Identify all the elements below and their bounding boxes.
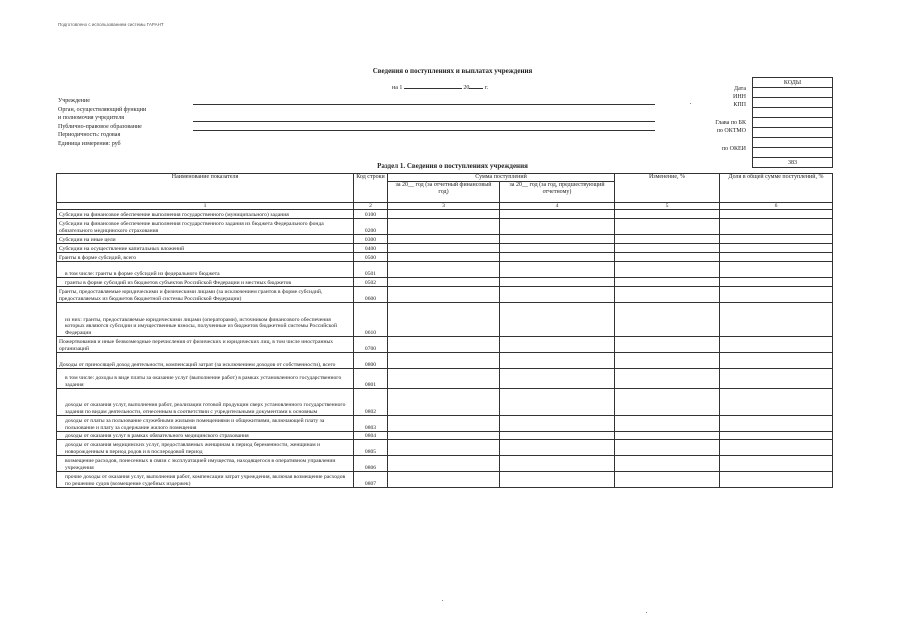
value-prev-year[interactable]	[500, 440, 615, 456]
scan-speck	[690, 103, 691, 104]
codes-header: КОДЫ	[753, 78, 833, 88]
row-name: возмещение расходов, понесенных в связи с эксплуатацией имущества, находящегося в оперативном управлении учреждения	[57, 456, 354, 472]
value-report-year[interactable]	[388, 432, 500, 440]
value-report-year[interactable]	[388, 253, 500, 262]
row-name: Субсидии на иные цели	[57, 235, 354, 244]
value-share[interactable]	[720, 440, 833, 456]
value-report-year[interactable]	[388, 219, 500, 235]
table-row	[57, 472, 833, 488]
date-field[interactable]	[404, 88, 462, 89]
table-row	[57, 262, 833, 278]
row-name: Субсидии на финансовое обеспечение выполнения государственного задания из бюджета Федерального фонда обязательного медицинского страхования	[57, 219, 354, 235]
col-number: 6	[720, 203, 833, 210]
value-change[interactable]	[615, 235, 720, 244]
institution-field[interactable]	[193, 104, 655, 105]
row-code: 0802	[354, 389, 388, 416]
table-row	[57, 353, 833, 369]
header-prev-year: за 20__ год (за год, предшествующий отчетному)	[500, 182, 615, 203]
table-row	[57, 219, 833, 235]
row-name: доходы от оказания медицинских услуг, предоставляемых женщинам в период беременности, женщинам и новорожденным в период родов и в послеродовой период	[57, 440, 354, 456]
label-bk: Глава по БК	[715, 120, 746, 126]
value-prev-year[interactable]	[500, 210, 615, 219]
value-share[interactable]	[720, 253, 833, 262]
row-code: 0801	[354, 369, 388, 389]
value-prev-year[interactable]	[500, 219, 615, 235]
row-code: 0600	[354, 287, 388, 303]
value-prev-year[interactable]	[500, 253, 615, 262]
row-name: Доходы от приносящей доход деятельности, компенсаций затрат (за исключением доходов от собственности), всего	[57, 353, 354, 369]
date-line	[392, 85, 488, 92]
label-founder-1: Орган, осуществляющий функции	[58, 107, 147, 113]
value-share[interactable]	[720, 353, 833, 369]
value-prev-year[interactable]	[500, 287, 615, 303]
row-name: гранты в форме субсидий из бюджетов субъектов Российской Федерации и местных бюджетов	[57, 278, 354, 287]
row-code: 0502	[354, 278, 388, 287]
code-bk[interactable]	[753, 128, 833, 138]
value-share[interactable]	[720, 432, 833, 440]
row-name: Субсидии на осуществление капитальных вложений	[57, 244, 354, 253]
col-number: 4	[500, 203, 615, 210]
value-share[interactable]	[720, 278, 833, 287]
scan-speck	[646, 612, 647, 613]
value-report-year[interactable]	[388, 416, 500, 432]
table-row	[57, 369, 833, 389]
date-prefix: на 1	[392, 85, 403, 91]
value-change[interactable]	[615, 262, 720, 278]
label-oktmo: по ОКТМО	[716, 128, 746, 134]
row-name: доходы от платы за пользование служебными жилыми помещениями и общежитиями, включающей плату за пользование и плату за содержание жилого помещения	[57, 416, 354, 432]
label-founder-2: и полномочия учредителя	[58, 115, 124, 121]
row-code: 0200	[354, 219, 388, 235]
label-date: Дата	[734, 86, 746, 92]
value-prev-year[interactable]	[500, 244, 615, 253]
receipts-table	[56, 173, 833, 488]
value-change[interactable]	[615, 456, 720, 472]
value-share[interactable]	[720, 416, 833, 432]
header-sum: Сумма поступлений	[388, 174, 615, 182]
code-date[interactable]	[753, 88, 833, 98]
col-number: 2	[354, 203, 388, 210]
label-unit: Единица измерения: руб	[58, 141, 121, 147]
row-code: 0806	[354, 456, 388, 472]
value-prev-year[interactable]	[500, 337, 615, 353]
col-number: 5	[615, 203, 720, 210]
code-blank[interactable]	[753, 148, 833, 158]
value-share[interactable]	[720, 219, 833, 235]
value-prev-year[interactable]	[500, 389, 615, 416]
value-prev-year[interactable]	[500, 278, 615, 287]
row-name: из них: гранты, предоставляемые юридическими лицами (операторами), источником финансового обеспечения которых являются субсидии и имущественные взносы, полученные из бюджетов бюджетной системы Российской Федерации	[57, 303, 354, 337]
value-share[interactable]	[720, 389, 833, 416]
table-row	[57, 287, 833, 303]
table-row	[57, 337, 833, 353]
row-code: 0610	[354, 303, 388, 337]
label-inn: ИНН	[733, 94, 746, 100]
value-share[interactable]	[720, 472, 833, 488]
value-report-year[interactable]	[388, 235, 500, 244]
table-row	[57, 416, 833, 432]
table-row	[57, 244, 833, 253]
value-share[interactable]	[720, 369, 833, 389]
row-code: 0400	[354, 244, 388, 253]
value-change[interactable]	[615, 353, 720, 369]
date-year: 20	[463, 85, 470, 91]
label-kpp: КПП	[733, 102, 746, 108]
value-report-year[interactable]	[388, 369, 500, 389]
table-row	[57, 235, 833, 244]
row-code: 0500	[354, 253, 388, 262]
row-name: доходы от оказания услуг, выполнения работ, реализации готовой продукции сверх установленного государственного задания по видам деятельности, отнесенным в соответствии с учредительными документами к основным	[57, 389, 354, 416]
founder-field[interactable]	[193, 121, 655, 122]
value-report-year[interactable]	[388, 337, 500, 353]
value-prev-year[interactable]	[500, 303, 615, 337]
row-code: 0800	[354, 353, 388, 369]
value-report-year[interactable]	[388, 389, 500, 416]
value-report-year[interactable]	[388, 244, 500, 253]
value-change[interactable]	[615, 244, 720, 253]
value-share[interactable]	[720, 303, 833, 337]
date-suffix: г.	[484, 85, 489, 91]
row-name: Гранты, предоставляемые юридическими и физическими лицами (за исключением грантов в форме субсидий, предоставляемых из бюджетов бюджетной системы Российской Федерации)	[57, 287, 354, 303]
table-row	[57, 253, 833, 262]
value-change[interactable]	[615, 389, 720, 416]
value-change[interactable]	[615, 369, 720, 389]
value-prev-year[interactable]	[500, 235, 615, 244]
value-share[interactable]	[720, 235, 833, 244]
value-change[interactable]	[615, 210, 720, 219]
row-name: прочие доходы от оказания услуг, выполнения работ, компенсации затрат учреждения, включая возмещение расходов по решению судов (возмещение судебных издержек)	[57, 472, 354, 488]
row-code: 0300	[354, 235, 388, 244]
table-row	[57, 456, 833, 472]
value-report-year[interactable]	[388, 456, 500, 472]
value-prev-year[interactable]	[500, 472, 615, 488]
value-change[interactable]	[615, 337, 720, 353]
code-oktmo[interactable]	[753, 138, 833, 148]
label-periodicity: Периодичность: годовая	[58, 132, 121, 138]
value-change[interactable]	[615, 416, 720, 432]
value-change[interactable]	[615, 278, 720, 287]
value-report-year[interactable]	[388, 210, 500, 219]
value-report-year[interactable]	[388, 287, 500, 303]
value-share[interactable]	[720, 337, 833, 353]
row-name: доходы от оказания услуг в рамках обязательного медицинского страхования	[57, 432, 354, 440]
year-field[interactable]	[469, 88, 483, 89]
row-code: 0805	[354, 440, 388, 456]
value-share[interactable]	[720, 456, 833, 472]
value-prev-year[interactable]	[500, 369, 615, 389]
table-row	[57, 210, 833, 219]
row-name: Пожертвования и иные безвозмездные перечисления от физических и юридических лиц, в том числе иностранных организаций	[57, 337, 354, 353]
header-share: Доля в общей сумме поступлений, %	[720, 174, 833, 203]
code-empty[interactable]	[753, 118, 833, 128]
value-change[interactable]	[615, 432, 720, 440]
value-report-year[interactable]	[388, 353, 500, 369]
value-prev-year[interactable]	[500, 262, 615, 278]
row-code: 0803	[354, 416, 388, 432]
header-name: Наименование показателя	[57, 174, 354, 203]
code-okei: 383	[753, 158, 833, 168]
row-name: Гранты в форме субсидий, всего	[57, 253, 354, 262]
value-change[interactable]	[615, 472, 720, 488]
value-prev-year[interactable]	[500, 432, 615, 440]
value-prev-year[interactable]	[500, 456, 615, 472]
scan-speck	[442, 600, 443, 601]
value-change[interactable]	[615, 219, 720, 235]
label-okei: по ОКЕИ	[721, 146, 746, 152]
value-share[interactable]	[720, 287, 833, 303]
value-report-year[interactable]	[388, 278, 500, 287]
section-title: Раздел 1. Сведения о поступлениях учреждения	[377, 162, 528, 170]
col-number: 1	[57, 203, 354, 210]
value-change[interactable]	[615, 287, 720, 303]
code-kpp[interactable]	[753, 108, 833, 118]
value-share[interactable]	[720, 262, 833, 278]
label-institution: Учреждение	[58, 98, 90, 104]
code-inn[interactable]	[753, 98, 833, 108]
value-report-year[interactable]	[388, 472, 500, 488]
table-row	[57, 440, 833, 456]
row-name: в том числе: гранты в форме субсидий из федерального бюджета	[57, 262, 354, 278]
header-report-year: за 20__ год (за отчетный финансовый год)	[388, 182, 500, 203]
label-public-entity: Публично-правовое образование	[58, 124, 142, 130]
value-report-year[interactable]	[388, 440, 500, 456]
value-report-year[interactable]	[388, 303, 500, 337]
table-row	[57, 389, 833, 416]
value-change[interactable]	[615, 440, 720, 456]
header-change: Изменение, %	[615, 174, 720, 203]
value-share[interactable]	[720, 210, 833, 219]
value-change[interactable]	[615, 253, 720, 262]
value-prev-year[interactable]	[500, 416, 615, 432]
row-code: 0501	[354, 262, 388, 278]
row-name: в том числе: доходы в виде платы за оказание услуг (выполнение работ) в рамках установленного государственного задания	[57, 369, 354, 389]
value-share[interactable]	[720, 244, 833, 253]
watermark: Подготовлено с использованием системы ГАРАНТ	[58, 22, 164, 27]
public-entity-field[interactable]	[193, 130, 655, 131]
table-row	[57, 278, 833, 287]
document-title: Сведения о поступлениях и выплатах учреждения	[372, 67, 533, 75]
row-code: 0100	[354, 210, 388, 219]
row-code: 0804	[354, 432, 388, 440]
row-code: 0807	[354, 472, 388, 488]
table-row	[57, 303, 833, 337]
value-change[interactable]	[615, 303, 720, 337]
table-row	[57, 432, 833, 440]
value-report-year[interactable]	[388, 262, 500, 278]
codes-table	[752, 77, 833, 168]
value-prev-year[interactable]	[500, 353, 615, 369]
header-code: Код строки	[354, 174, 388, 203]
row-name: Субсидии на финансовое обеспечение выполнения государственного (муниципального) задания	[57, 210, 354, 219]
row-code: 0700	[354, 337, 388, 353]
col-number: 3	[388, 203, 500, 210]
